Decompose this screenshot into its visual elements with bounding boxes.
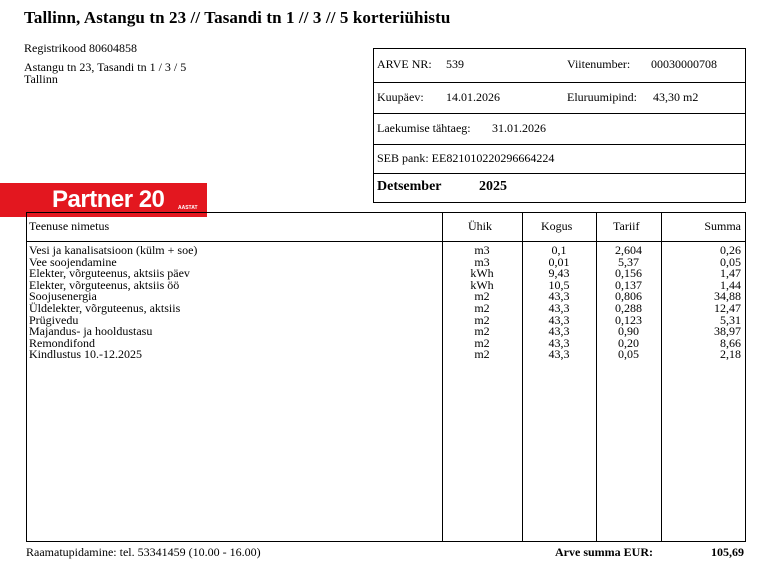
invoice-number-label: ARVE NR:	[377, 57, 432, 71]
header-quantity: Kogus	[541, 219, 573, 233]
row-sum: 0,26	[720, 243, 741, 257]
row-service-name: Soojusenergia	[29, 289, 97, 304]
row-sum: 5,31	[720, 312, 741, 327]
row-quantity: 43,3	[548, 335, 570, 350]
accounting-contact: Raamatupidamine: tel. 53341459 (10.00 - 16.00)	[26, 545, 261, 559]
row-unit: m2	[474, 301, 490, 315]
row-quantity: 9,43	[548, 266, 570, 281]
row-unit: kWh	[470, 277, 494, 292]
row-rate: 0,05	[618, 347, 639, 362]
row-service-name: Remondifond	[29, 335, 95, 350]
services-table	[26, 212, 746, 542]
invoice-date-label: Kuupäev:	[377, 90, 424, 104]
header-rate: Tariif	[613, 219, 640, 233]
row-unit: m2	[474, 347, 490, 362]
row-sum: 1,44	[720, 277, 741, 292]
row-sum: 34,88	[714, 289, 741, 304]
row-unit: m3	[474, 254, 490, 269]
living-area-label: Eluruumipind:	[567, 90, 637, 104]
row-quantity: 43,3	[548, 289, 570, 304]
invoice-row-due	[374, 114, 745, 145]
row-quantity: 43,3	[548, 324, 570, 339]
row-rate: 2,604	[615, 243, 642, 257]
row-quantity: 43,3	[548, 301, 570, 315]
reference-number-value: 00030000708	[651, 57, 717, 71]
row-quantity: 0,1	[551, 243, 567, 257]
company-address: Astangu tn 23, Tasandi tn 1 / 3 / 5	[24, 60, 187, 74]
row-rate: 5,37	[618, 254, 639, 269]
logo-tag: AASTAT	[178, 205, 198, 211]
header-unit: Ühik	[468, 219, 492, 233]
row-sum: 12,47	[714, 301, 741, 315]
row-service-name: Elekter, võrguteenus, aktsiis päev	[29, 266, 190, 281]
row-quantity: 43,3	[548, 312, 570, 327]
row-sum: 8,66	[720, 335, 741, 350]
invoice-date-value: 14.01.2026	[446, 90, 500, 104]
invoice-row-period	[374, 174, 745, 202]
row-service-name: Vesi ja kanalisatsioon (külm + soe)	[29, 243, 198, 257]
logo-text: Partner 20	[52, 186, 165, 213]
total-label: Arve summa EUR:	[555, 545, 653, 559]
header-sum: Summa	[704, 219, 741, 233]
bank-account: SEB pank: EE821010220296664224	[377, 151, 555, 165]
row-unit: kWh	[470, 266, 494, 281]
row-sum: 38,97	[714, 324, 741, 339]
row-rate: 0,806	[615, 289, 642, 304]
invoice-row-bank	[374, 145, 745, 174]
invoice-number-value: 539	[446, 57, 464, 71]
document-title: Tallinn, Astangu tn 23 // Tasandi tn 1 // 3 // 5 korteriühistu	[24, 8, 451, 27]
company-regcode: Registrikood 80604858	[24, 41, 137, 55]
reference-number-label: Viitenumber:	[567, 57, 631, 71]
billing-year: 2025	[479, 179, 507, 194]
header-service-name: Teenuse nimetus	[29, 219, 110, 233]
row-unit: m2	[474, 324, 490, 339]
row-rate: 0,123	[615, 312, 642, 327]
row-rate: 0,156	[615, 266, 642, 281]
invoice-info-box	[373, 48, 746, 203]
total-value: 105,69	[711, 545, 744, 559]
row-sum: 1,47	[720, 266, 741, 281]
row-service-name: Prügivedu	[29, 312, 79, 327]
row-service-name: Kindlustus 10.-12.2025	[29, 347, 143, 362]
row-quantity: 10,5	[548, 277, 570, 292]
row-sum: 2,18	[720, 347, 741, 362]
row-unit: m2	[474, 312, 490, 327]
row-rate: 0,137	[615, 277, 642, 292]
row-service-name: Vee soojendamine	[29, 254, 117, 269]
row-sum: 0,05	[720, 254, 741, 269]
company-city: Tallinn	[24, 72, 58, 86]
row-service-name: Majandus- ja hooldustasu	[29, 324, 153, 339]
row-service-name: Üldelekter, võrguteenus, aktsiis	[29, 301, 181, 315]
row-rate: 0,20	[618, 335, 639, 350]
invoice-row-date	[374, 83, 745, 114]
row-unit: m2	[474, 335, 490, 350]
row-rate: 0,288	[615, 301, 642, 315]
row-quantity: 0,01	[548, 254, 570, 269]
row-unit: m2	[474, 289, 490, 304]
due-date-value: 31.01.2026	[492, 121, 546, 135]
row-rate: 0,90	[618, 324, 639, 339]
row-quantity: 43,3	[548, 347, 570, 362]
row-service-name: Elekter, võrguteenus, aktsiis öö	[29, 277, 180, 292]
billing-month: Detsember	[377, 179, 442, 194]
living-area-value: 43,30 m2	[653, 90, 699, 104]
row-unit: m3	[474, 243, 490, 257]
invoice-row-number	[374, 49, 745, 83]
due-date-label: Laekumise tähtaeg:	[377, 121, 471, 135]
